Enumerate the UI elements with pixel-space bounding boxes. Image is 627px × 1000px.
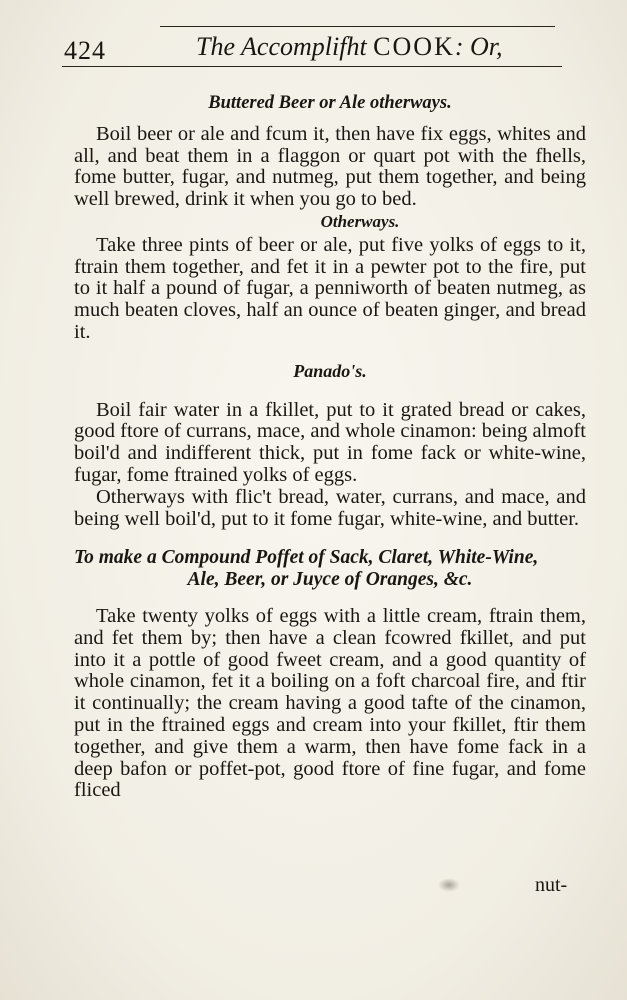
paragraph-panados-1: Boil fair water in a fkillet, put to it grated bread or cakes, good ftore of currans, mace, and whole cinamon: being almoft boil'd and indifferent thick, put in fome fack or white-wine, fugar, fome ftrained yolks of eggs.	[74, 398, 586, 486]
paragraph-panados-2: Otherways with flic't bread, water, currans, and mace, and being well boil'd, put to it fome fugar, white-wine, and butter.	[74, 485, 586, 530]
recipe-heading-buttered-beer: Buttered Beer or Ale otherways.	[208, 93, 452, 113]
paragraph-compound-posset: Take twenty yolks of eggs with a little cream, ftrain them, and fet them by; then have a clean fcowred fkillet, and put into it a pottle of good fweet cream, and a good quantity of whole cinamon, fet it a boiling on a foft charcoal fire, and ftir it continually; the cream having a good tafte of the cinamon, put in the ftrained eggs and cream into your fkillet, ftir them together, and give them a warm, then have fome fack in a deep bafon or poffet-pot, good ftore of fine fugar, and fome fliced	[74, 604, 586, 802]
paragraph-buttered-beer: Boil beer or ale and fcum it, then have fix eggs, whites and all, and beat them in a flaggon or quart pot with the fhells, fome butter, fugar, and nutmeg, put them together, and being well brewed, drink it when you go to bed.	[74, 122, 586, 211]
posset-heading-line-1: To make a Compound Poffet of Sack, Claret, White-Wine,	[74, 547, 539, 569]
page-number: 424	[64, 36, 106, 65]
top-rule	[160, 26, 555, 27]
recipe-heading-panados: Panado's.	[293, 360, 367, 381]
posset-heading-line-2: Ale, Beer, or Juyce of Oranges, &c.	[187, 569, 473, 591]
paragraph-otherways: Take three pints of beer or ale, put five yolks of eggs to it, ftrain them together, and fet it in a pewter pot to the fire, put to it half a pound of fugar, a penniworth of beaten nutmeg, as much beaten cloves, half an ounce of beaten ginger, and bread it.	[74, 233, 586, 343]
body-text	[74, 90, 586, 802]
running-title-part-2: COOK	[373, 32, 455, 61]
running-title-part-1: The Accomplifht	[196, 32, 367, 61]
recipe-heading-compound-posset	[74, 547, 586, 591]
ink-smudge	[438, 878, 460, 892]
recipe-heading-otherways: Otherways.	[320, 211, 400, 231]
header-rule	[62, 66, 562, 67]
running-title-part-3: : Or,	[454, 32, 503, 61]
running-title	[196, 32, 503, 62]
catchword: nut-	[535, 874, 568, 896]
